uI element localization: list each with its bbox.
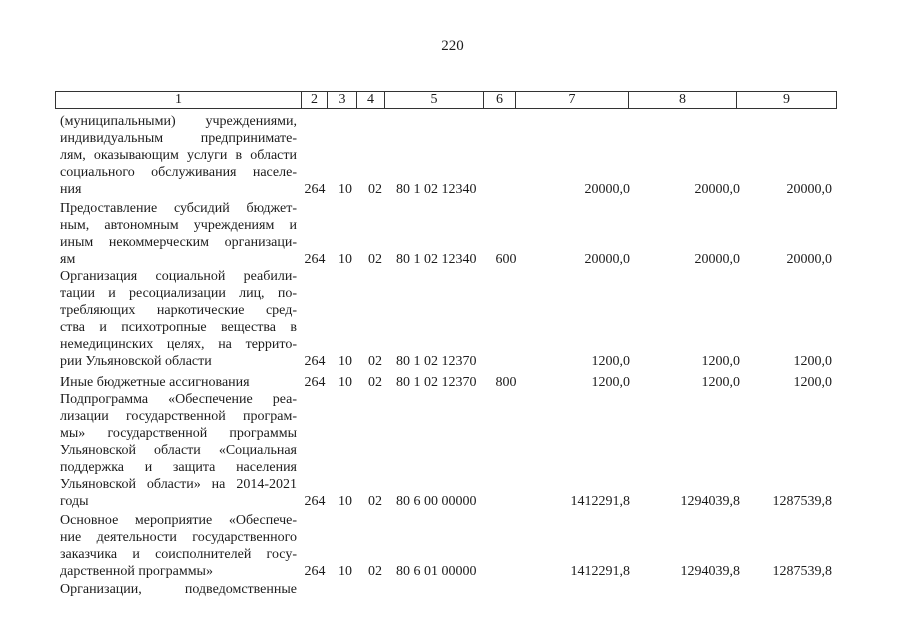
cell-c5: 80 1 02 12340 <box>396 252 477 267</box>
description-line: ния <box>60 182 82 197</box>
cell-c4: 02 <box>368 252 382 267</box>
description-line: ям <box>60 252 76 267</box>
description-line: тации и ресоциализации лиц, по- <box>60 286 297 301</box>
cell-c8: 20000,0 <box>694 182 740 197</box>
row-description <box>60 374 297 391</box>
header-col-9: 9 <box>783 92 790 107</box>
header-col-2: 2 <box>302 92 328 108</box>
header-col-6: 6 <box>484 92 516 108</box>
cell-c4: 02 <box>368 375 382 390</box>
description-line: Ульяновской области «Социальная <box>60 443 297 458</box>
cell-c7: 1200,0 <box>591 354 630 369</box>
header-col-3: 3 <box>328 92 357 108</box>
cell-c9: 1200,0 <box>793 354 832 369</box>
cell-c3: 10 <box>338 564 352 579</box>
cell-c2: 264 <box>304 494 326 509</box>
cell-c3: 10 <box>338 252 352 267</box>
cell-c5: 80 1 02 12340 <box>396 182 477 197</box>
description-line: рии Ульяновской области <box>60 354 212 369</box>
description-line: мы» государственной программы <box>60 426 297 441</box>
row-description <box>60 268 297 370</box>
description-line: иным некоммерческим организаци- <box>60 235 297 250</box>
description-line: поддержка и защита населения <box>60 460 297 475</box>
cell-c7: 1412291,8 <box>570 494 630 509</box>
cell-c6: 800 <box>495 375 517 390</box>
description-line: ние деятельности государственного <box>60 530 297 545</box>
cell-c8: 1200,0 <box>701 375 740 390</box>
cell-c7: 20000,0 <box>584 252 630 267</box>
row-description <box>60 200 297 268</box>
cell-c9: 20000,0 <box>786 182 832 197</box>
cell-c4: 02 <box>368 494 382 509</box>
row-description <box>60 581 297 598</box>
cell-c3: 10 <box>338 182 352 197</box>
page-number: 220 <box>441 38 464 54</box>
description-line: требляющих наркотические сред- <box>60 303 297 318</box>
cell-c2: 264 <box>304 354 326 369</box>
description-line: социального обслуживания населе- <box>60 165 297 180</box>
cell-c9: 1287539,8 <box>772 494 832 509</box>
row-description <box>60 512 297 580</box>
description-line: Ульяновской области» на 2014-2021 <box>60 477 297 492</box>
header-col-8: 8 <box>629 92 737 108</box>
description-line: Иные бюджетные ассигнования <box>60 375 250 390</box>
cell-c2: 264 <box>304 252 326 267</box>
header-col-7: 7 <box>516 92 629 108</box>
cell-c7: 1412291,8 <box>570 564 630 579</box>
cell-c6: 600 <box>495 252 517 267</box>
cell-c8: 20000,0 <box>694 252 740 267</box>
description-line: дарственной программы» <box>60 564 213 579</box>
description-line: Предоставление субсидий бюджет- <box>60 201 297 216</box>
description-line: ным, автономным учреждениям и <box>60 218 297 233</box>
header-col-1: 1 <box>56 92 302 108</box>
description-line: (муниципальными) учреждениями, <box>60 114 297 129</box>
cell-c7: 20000,0 <box>584 182 630 197</box>
description-line: лизации государственной програм- <box>60 409 297 424</box>
cell-c5: 80 1 02 12370 <box>396 375 477 390</box>
cell-c9: 1200,0 <box>793 375 832 390</box>
cell-c9: 20000,0 <box>786 252 832 267</box>
description-line: Подпрограмма «Обеспечение реа- <box>60 392 297 407</box>
table-header <box>55 91 837 109</box>
cell-c4: 02 <box>368 354 382 369</box>
description-line: лям, оказывающим услуги в области <box>60 148 297 163</box>
row-description <box>60 113 297 198</box>
cell-c5: 80 6 00 00000 <box>396 494 477 509</box>
cell-c5: 80 1 02 12370 <box>396 354 477 369</box>
cell-c7: 1200,0 <box>591 375 630 390</box>
description-line: ства и психотропные вещества в <box>60 320 297 335</box>
cell-c2: 264 <box>304 375 326 390</box>
cell-c3: 10 <box>338 375 352 390</box>
cell-c8: 1294039,8 <box>680 494 740 509</box>
row-description <box>60 391 297 510</box>
cell-c2: 264 <box>304 182 326 197</box>
description-line: индивидуальным предпринимате- <box>60 131 297 146</box>
description-line: заказчика и соисполнителей госу- <box>60 547 297 562</box>
cell-c3: 10 <box>338 494 352 509</box>
description-line: Основное мероприятие «Обеспече- <box>60 513 297 528</box>
cell-c3: 10 <box>338 354 352 369</box>
cell-c5: 80 6 01 00000 <box>396 564 477 579</box>
description-line: немедицинских целях, на террито- <box>60 337 297 352</box>
cell-c4: 02 <box>368 564 382 579</box>
header-col-5: 5 <box>385 92 484 108</box>
description-line: Организации, подведомственные <box>60 582 297 597</box>
cell-c8: 1294039,8 <box>680 564 740 579</box>
description-line: Организация социальной реабили- <box>60 269 297 284</box>
cell-c2: 264 <box>304 564 326 579</box>
cell-c8: 1200,0 <box>701 354 740 369</box>
cell-c9: 1287539,8 <box>772 564 832 579</box>
cell-c4: 02 <box>368 182 382 197</box>
header-col-4: 4 <box>357 92 385 108</box>
description-line: годы <box>60 494 89 509</box>
